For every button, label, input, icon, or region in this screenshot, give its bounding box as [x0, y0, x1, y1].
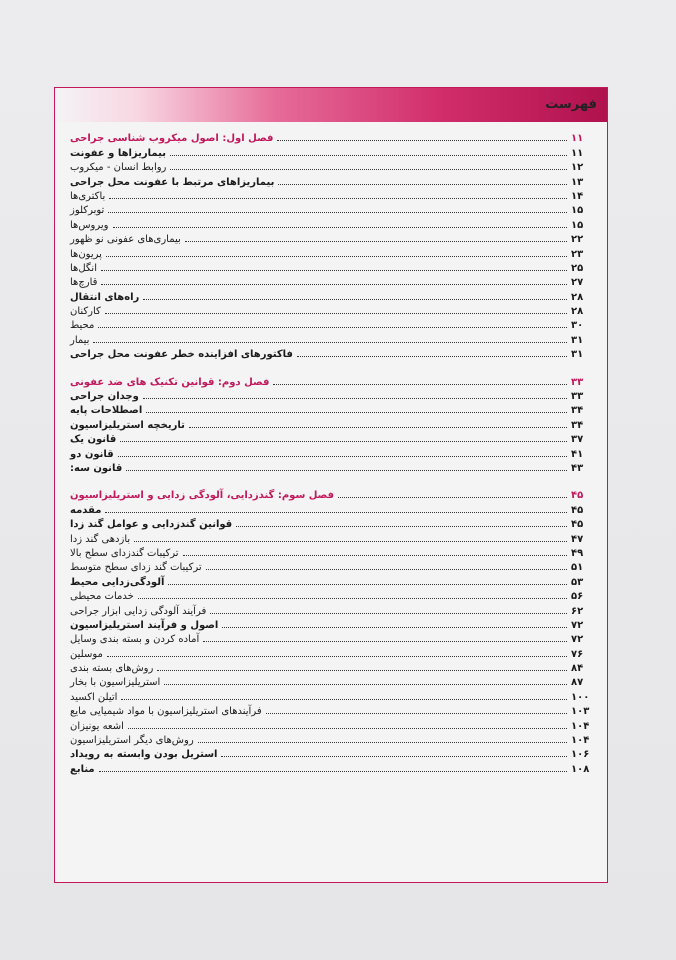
toc-page-number: ۱۳: [571, 176, 584, 188]
toc-row[interactable]: [67, 617, 597, 631]
toc-page-number: ۵۳: [571, 576, 584, 588]
toc-row[interactable]: [67, 445, 597, 459]
toc-row[interactable]: [67, 516, 597, 530]
toc-row[interactable]: [67, 602, 597, 616]
dot-leader: [138, 598, 567, 599]
section-gap: [67, 474, 597, 487]
toc-page-number: ۵۶: [571, 591, 584, 603]
toc-page-number: ۱۴: [571, 190, 584, 202]
toc-page-number: ۴۹: [571, 547, 584, 559]
toc-entry-title: اصول و فرآیند استریلیزاسیون: [70, 619, 219, 631]
toc-page-number: ۷۲: [571, 634, 584, 646]
toc-page-number: ۳۱: [571, 334, 584, 346]
dot-leader: [221, 756, 567, 757]
dot-leader: [99, 771, 567, 772]
toc-row[interactable]: [67, 588, 597, 602]
dot-leader: [185, 241, 567, 242]
dot-leader: [113, 227, 568, 228]
dot-leader: [128, 728, 567, 729]
toc-entry-title: بیماریزاها و عفونت: [70, 147, 166, 159]
dot-leader: [210, 613, 567, 614]
toc-row[interactable]: [67, 202, 597, 216]
toc-entry-title: اتیلن اکسید: [70, 691, 118, 703]
toc-page-number: ۲۸: [571, 306, 584, 318]
toc-row[interactable]: [67, 530, 597, 544]
toc-entry-title: آماده کردن و بسته بندی وسایل: [70, 634, 200, 646]
toc-page-number: ۳۴: [571, 405, 584, 417]
toc-page-number: ۳۴: [571, 419, 584, 431]
toc-page-number: ۲۵: [571, 262, 584, 274]
toc-row[interactable]: [67, 274, 597, 288]
toc-row[interactable]: [67, 501, 597, 515]
toc-entry-title: فاکتورهای افزاینده خطر عفونت محل جراحی: [70, 349, 293, 361]
dot-leader: [109, 198, 567, 199]
toc-row[interactable]: [67, 545, 597, 559]
dot-leader: [168, 584, 567, 585]
toc-row[interactable]: [67, 703, 597, 717]
toc-row[interactable]: [67, 303, 597, 317]
toc-entry-title: فصل دوم: قوانین تکنیک های ضد عفونی: [70, 376, 270, 388]
toc-entry-title: استریلیزاسیون با بخار: [70, 677, 161, 689]
toc-page-number: ۴۵: [571, 490, 584, 502]
toc-entry-title: بیماریزاهای مرتبط با عفونت محل جراحی: [70, 176, 275, 188]
dot-leader: [121, 699, 567, 700]
toc-row[interactable]: [67, 760, 597, 774]
toc-chapter-row[interactable]: [67, 373, 597, 387]
toc-entry-title: قانون یک: [70, 434, 117, 446]
toc-page-number: ۳۷: [571, 434, 584, 446]
dot-leader: [206, 569, 567, 570]
toc-entry-title: مقدمه: [70, 504, 102, 516]
dot-leader: [338, 497, 567, 498]
toc-row[interactable]: [67, 645, 597, 659]
toc-entry-title: توبرکلوز: [70, 205, 105, 217]
dot-leader: [105, 512, 567, 513]
dot-leader: [101, 270, 567, 271]
toc-entry-title: فصل سوم: گندزدایی، آلودگی زدایی و استریلیزاسیون: [70, 490, 335, 502]
dot-leader: [105, 313, 567, 314]
dot-leader: [157, 670, 567, 671]
dot-leader: [164, 684, 567, 685]
toc-row[interactable]: [67, 431, 597, 445]
toc-row[interactable]: [67, 159, 597, 173]
toc-page-number: ۷۶: [571, 648, 584, 660]
toc-page-number: ۲۸: [571, 291, 584, 303]
dot-leader: [107, 656, 567, 657]
toc-page-number: ۱۰۳: [571, 706, 590, 718]
toc-entry-title: فصل اول: اصول میکروب شناسی جراحی: [70, 133, 274, 145]
toc-row[interactable]: [67, 173, 597, 187]
toc-row[interactable]: [67, 631, 597, 645]
toc-entry-title: اشعه یونیزان: [70, 720, 124, 732]
dot-leader: [143, 398, 567, 399]
toc-page-number: ۱۰۴: [571, 735, 590, 747]
page-title: فهرست: [545, 97, 597, 112]
toc-row[interactable]: [67, 388, 597, 402]
toc-entry-title: ترکیبات گند زدای سطح متوسط: [70, 562, 202, 574]
toc-row[interactable]: [67, 231, 597, 245]
toc-entry-title: انگل‌ها: [70, 262, 97, 274]
dot-leader: [170, 169, 567, 170]
toc-page-number: ۲۲: [571, 234, 584, 246]
toc-page-number: ۴۵: [571, 504, 584, 516]
toc-page-number: ۱۲: [571, 162, 584, 174]
toc-row[interactable]: [67, 346, 597, 360]
toc-page-number: ۷۲: [571, 619, 584, 631]
toc-frame: [54, 87, 608, 883]
toc-row[interactable]: [67, 416, 597, 430]
dot-leader: [222, 627, 567, 628]
toc-row[interactable]: [67, 674, 597, 688]
dot-leader: [120, 441, 567, 442]
toc-page-number: ۲۳: [571, 248, 584, 260]
toc-entry-title: قانون سه:: [70, 462, 123, 474]
toc-entry-title: تاریخچه استریلیزاسیون: [70, 419, 185, 431]
toc-row[interactable]: [67, 688, 597, 702]
toc-row[interactable]: [67, 559, 597, 573]
toc-page-number: ۳۱: [571, 349, 584, 361]
toc-entry-title: بازدهی گند زدا: [70, 533, 131, 545]
dot-leader: [278, 184, 567, 185]
dot-leader: [134, 541, 567, 542]
toc-page-number: ۱۰۶: [571, 749, 590, 761]
toc-entry-title: بیماری‌های عفونی نو ظهور: [70, 234, 181, 246]
toc-entry-title: قارچ‌ها: [70, 277, 98, 289]
toc-entry-title: ویروس‌ها: [70, 219, 109, 231]
dot-leader: [198, 742, 567, 743]
dot-leader: [93, 342, 567, 343]
toc-entry-title: منابع: [70, 763, 95, 775]
dot-leader: [170, 155, 567, 156]
dot-leader: [108, 212, 567, 213]
toc-page-number: ۱۰۸: [571, 763, 590, 775]
toc-chapter-row[interactable]: [67, 487, 597, 501]
toc-entry-title: اصطلاحات پایه: [70, 405, 143, 417]
toc-page-number: ۳۳: [571, 391, 584, 403]
toc-page-number: ۸۴: [571, 663, 584, 675]
toc-entry-title: روابط انسان - میکروب: [70, 162, 167, 174]
toc-page-number: ۱۵: [571, 205, 584, 217]
section-gap: [67, 360, 597, 373]
toc-row[interactable]: [67, 144, 597, 158]
dot-leader: [266, 713, 567, 714]
dot-leader: [277, 140, 567, 141]
dot-leader: [203, 641, 567, 642]
toc-entry-title: وجدان جراحی: [70, 391, 139, 403]
dot-leader: [98, 327, 567, 328]
dot-leader: [101, 284, 567, 285]
toc-entry-title: قانون دو: [70, 448, 114, 460]
dot-leader: [189, 427, 567, 428]
toc-entry-title: قوانین گندزدایی و عوامل گند زدا: [70, 519, 233, 531]
dot-leader: [236, 526, 567, 527]
toc-row[interactable]: [67, 573, 597, 587]
toc-row[interactable]: [67, 732, 597, 746]
toc-entry-title: ترکیبات گندزدای سطح بالا: [70, 547, 179, 559]
toc-row[interactable]: [67, 245, 597, 259]
toc-entry-title: باکتری‌ها: [70, 190, 106, 202]
toc-entry-title: بیمار: [70, 334, 90, 346]
toc-entry-title: فرآیندهای استریلیزاسیون با مواد شیمیایی مایع: [70, 706, 262, 718]
toc-row[interactable]: [67, 660, 597, 674]
toc-row[interactable]: [67, 402, 597, 416]
table-of-contents: [67, 130, 597, 775]
toc-row[interactable]: [67, 331, 597, 345]
toc-row[interactable]: [67, 746, 597, 760]
toc-row[interactable]: [67, 188, 597, 202]
toc-page-number: ۲۷: [571, 277, 584, 289]
toc-entry-title: کارکنان: [70, 306, 101, 318]
dot-leader: [297, 356, 567, 357]
toc-page-number: ۱۱: [571, 147, 584, 159]
toc-page-number: ۳۰: [571, 320, 584, 332]
toc-row[interactable]: [67, 288, 597, 302]
toc-page-number: ۳۳: [571, 376, 584, 388]
toc-entry-title: محیط: [70, 320, 95, 332]
toc-page-number: ۴۱: [571, 448, 584, 460]
toc-page-number: ۱۵: [571, 219, 584, 231]
toc-entry-title: راه‌های انتقال: [70, 291, 140, 303]
toc-entry-title: استریل بودن وابسته به رویداد: [70, 749, 218, 761]
toc-page-number: ۴۷: [571, 533, 584, 545]
toc-page-number: ۸۷: [571, 677, 584, 689]
toc-entry-title: فرآیند آلودگی زدایی ابزار جراحی: [70, 605, 207, 617]
toc-row[interactable]: [67, 317, 597, 331]
toc-entry-title: پریون‌ها: [70, 248, 102, 260]
dot-leader: [183, 555, 567, 556]
dot-leader: [146, 412, 567, 413]
toc-entry-title: خدمات محیطی: [70, 591, 134, 603]
toc-entry-title: روش‌های بسته بندی: [70, 663, 154, 675]
dot-leader: [118, 456, 567, 457]
toc-page-number: ۴۵: [571, 519, 584, 531]
dot-leader: [143, 299, 567, 300]
toc-page-number: ۶۲: [571, 605, 584, 617]
toc-chapter-row[interactable]: [67, 130, 597, 144]
toc-entry-title: آلودگی‌زدایی محیط: [70, 576, 165, 588]
toc-row[interactable]: [67, 260, 597, 274]
header-bar: [55, 88, 607, 122]
toc-page-number: ۱۱: [571, 133, 584, 145]
toc-row[interactable]: [67, 216, 597, 230]
toc-entry-title: موسلین: [70, 648, 103, 660]
toc-row[interactable]: [67, 717, 597, 731]
toc-page-number: ۱۰۴: [571, 720, 590, 732]
dot-leader: [273, 384, 567, 385]
toc-entry-title: روش‌های دیگر استریلیزاسیون: [70, 735, 194, 747]
dot-leader: [126, 470, 567, 471]
dot-leader: [106, 256, 567, 257]
toc-page-number: ۱۰۰: [571, 691, 590, 703]
toc-page-number: ۵۱: [571, 562, 584, 574]
toc-page-number: ۴۳: [571, 462, 584, 474]
toc-row[interactable]: [67, 460, 597, 474]
